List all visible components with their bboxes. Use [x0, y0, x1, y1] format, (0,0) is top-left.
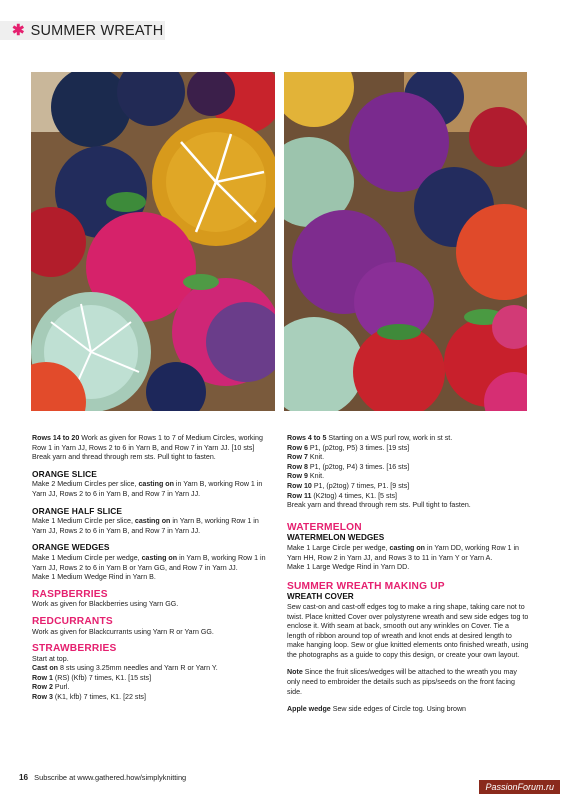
watermark: PassionForum.ru — [479, 780, 560, 794]
watermelon-heading: WATERMELON — [287, 521, 362, 533]
break-yarn-text: Break yarn and thread through rem sts. Pull tight to fasten. — [32, 453, 216, 462]
strawberries-row: Row 2 Purl. — [32, 683, 70, 692]
right-column — [287, 434, 529, 715]
wreath-photo-right — [284, 72, 527, 411]
strawberries-heading: STRAWBERRIES — [32, 643, 117, 655]
orange-wedges-rind: Make 1 Medium Wedge Rind in Yarn B. — [32, 573, 156, 582]
break-yarn-text: Break yarn and thread through rem sts. Pull tight to fasten. — [287, 501, 471, 510]
watermelon-text: Make 1 Large Circle per wedge, casting on in Yarn DD, working Row 1 in Yarn HH, Row 2 in Yarn JJ, and Rows 3 to 11 in Yarn Y or Yarn A. — [287, 543, 519, 562]
strawberry-row: Row 8 P1, (p2tog, P4) 3 times. [16 sts] — [287, 462, 410, 471]
section-title: SUMMER WREATH — [30, 22, 164, 39]
orange-slice-text: Make 2 Medium Circles per slice, casting on in Yarn B, working Row 1 in Yarn JJ, Rows 2 to 6 in Yarn B, and Row 7 in Yarn JJ. — [32, 480, 263, 498]
raspberries-heading: RASPBERRIES — [32, 588, 108, 600]
subscribe-link[interactable]: Subscribe at www.gathered.how/simplyknitting — [34, 773, 187, 782]
page-footer — [19, 773, 186, 782]
orange-slice-heading: ORANGE SLICE — [32, 468, 97, 479]
strawberry-row: Row 10 P1, (p2tog) 7 times, P1. [9 sts] — [287, 481, 410, 490]
section-header — [0, 21, 165, 40]
strawberry-row: Row 11 (K2tog) 4 times, K1. [5 sts] — [287, 491, 398, 500]
watermelon-rind: Make 1 Large Wedge Rind in Yarn DD. — [287, 563, 410, 572]
strawberry-row: Row 9 Knit. — [287, 472, 325, 481]
strawberries-row: Row 3 (K1, kfb) 7 times, K1. [22 sts] — [32, 693, 146, 702]
rows-4-5-text: Rows 4 to 5 Starting on a WS purl row, work in st st. — [287, 434, 453, 442]
page-number: 16 — [19, 773, 29, 782]
apple-wedge-text: Apple wedge Sew side edges of Circle tog. Using brown — [287, 705, 467, 714]
wreath-cover-text: Sew cast-on and cast-off edges tog to make a ring shape, taking care not to twist. Place knitted Cover over polystyrene wreath and sew side edges tog to enclose it. With seam at back, smooth out any wrinkles on Cover. Tie a length of ribbon around top of wreath and knot ends at desired length to make hanging loop. Sew or glue knitted elements onto finished wreath, using the photographs as a guide to copy this design, or create your own layout. — [287, 602, 529, 659]
raspberries-text: Work as given for Blackberries using Yarn GG. — [32, 600, 179, 609]
redcurrants-text: Work as given for Blackcurrants using Yarn R or Yarn GG. — [32, 627, 214, 636]
left-column — [32, 434, 275, 703]
strawberries-start: Start at top. — [32, 654, 69, 663]
watermelon-wedges-heading: WATERMELON WEDGES — [287, 533, 385, 543]
orange-half-slice-text: Make 1 Medium Circle per slice, casting on in Yarn B, working Row 1 in Yarn JJ, Rows 2 to 6 in Yarn B, and Row 7 in Yarn JJ. — [32, 517, 259, 535]
strawberry-row: Row 6 P1, (p2tog, P5) 3 times. [19 sts] — [287, 443, 410, 452]
strawberries-cast-on: Cast on 8 sts using 3.25mm needles and Yarn R or Yarn Y. — [32, 664, 218, 673]
star-icon: ✱ — [12, 22, 25, 39]
strawberries-row: Row 1 (RS) (Kfb) 7 times, K1. [15 sts] — [32, 673, 152, 682]
strawberry-row: Row 7 Knit. — [287, 453, 325, 462]
note-text: Note Since the fruit slices/wedges will be attached to the wreath you may only need to embroider the details such as pips/seeds on the front facing side. — [287, 668, 517, 696]
making-up-heading: SUMMER WREATH MAKING UP — [287, 580, 445, 592]
wreath-cover-heading: WREATH COVER — [287, 592, 354, 602]
redcurrants-heading: REDCURRANTS — [32, 615, 113, 627]
wreath-photo-left — [31, 72, 275, 411]
rows-14-20-text: Rows 14 to 20 Work as given for Rows 1 to 7 of Medium Circles, working Row 1 in Yarn JJ, Rows 2 to 6 in Yarn B, and Row 7 in Yarn JJ. [10 sts] — [32, 434, 263, 452]
orange-wedges-text: Make 1 Medium Circle per wedge, casting on in Yarn B, working Row 1 in Yarn JJ, Rows 2 to 6 in Yarn B or Yarn GG, and Row 7 in Yarn JJ. — [32, 553, 266, 572]
orange-half-slice-heading: ORANGE HALF SLICE — [32, 505, 123, 516]
orange-wedges-heading: ORANGE WEDGES — [32, 542, 110, 553]
